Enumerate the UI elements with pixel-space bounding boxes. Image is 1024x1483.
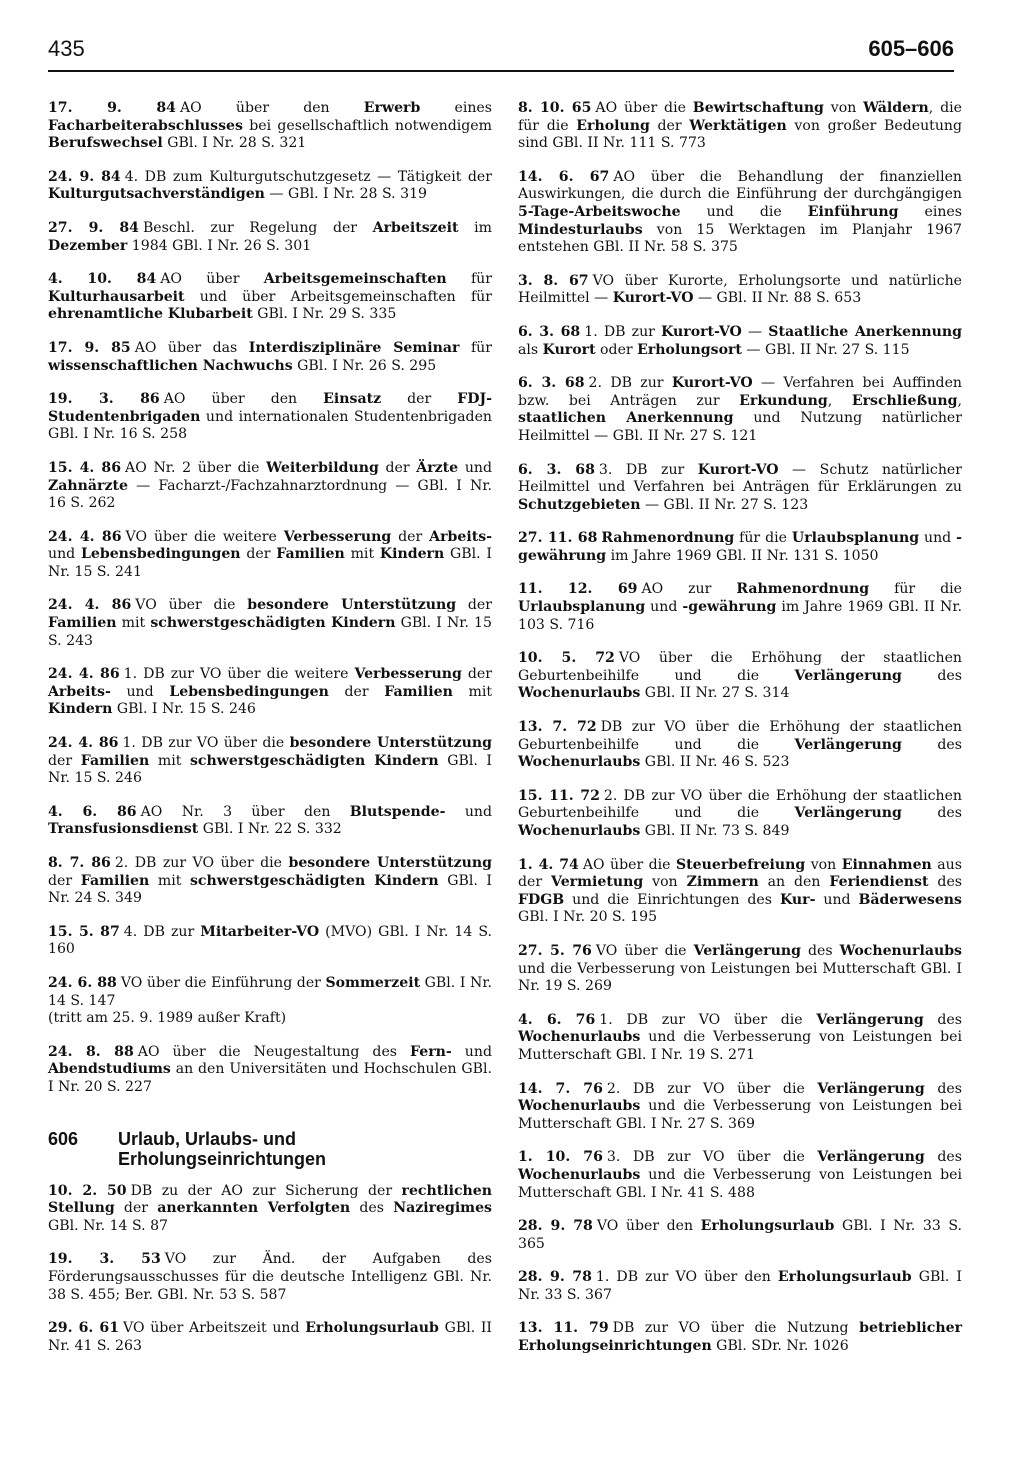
entry-date: 4. 6. 86: [48, 803, 137, 820]
entry-date: 24. 8. 88: [48, 1043, 134, 1060]
entry-date: 24. 6. 88: [48, 974, 117, 991]
legal-entry: [518, 169, 962, 257]
entry-text: AO über Arbeitsgemeinschaften für Kulturhausarbeit und über Arbeitsgemeinschaften für ehrenamtliche Klubarbeit GBl. I Nr. 29 S. 335: [48, 271, 492, 323]
entry-text: Beschl. zur Regelung der Arbeitszeit im Dezember 1984 GBl. I Nr. 26 S. 301: [48, 219, 492, 254]
entry-date: 6. 3. 68: [518, 323, 581, 340]
entry-date: 27. 11. 68: [518, 530, 598, 547]
entry-date: 13. 11. 79: [518, 1320, 609, 1337]
legal-entry: [48, 855, 492, 908]
entry-date: 24. 4. 86: [48, 597, 132, 614]
entry-text: AO über den Einsatz der FDJ-Studentenbrigaden und internationalen Studentenbrigaden GBl. I Nr. 16 S. 258: [48, 391, 492, 443]
entry-date: 28. 9. 78: [518, 1269, 592, 1286]
entry-date: 27. 9. 84: [48, 219, 139, 236]
entry-text: VO über Arbeitszeit und Erholungsurlaub GBl. II Nr. 41 S. 263: [48, 1320, 492, 1354]
legal-entry: [518, 273, 962, 308]
legal-entry: [48, 666, 492, 719]
legal-entry: [48, 391, 492, 444]
entry-text: 4. DB zum Kulturgutschutzgesetz — Tätigkeit der Kulturgutsachverständigen — GBl. I Nr. 28 S. 319: [48, 168, 492, 203]
section-title: Urlaub, Urlaubs- und Erholungseinrichtungen: [118, 1128, 327, 1169]
entry-text: 1. DB zur VO über die besondere Unterstützung der Familien mit schwerstgeschädigten Kindern GBl. I Nr. 15 S. 246: [48, 735, 492, 787]
entry-date: 24. 4. 86: [48, 528, 122, 545]
section-range: 605–606: [868, 36, 954, 61]
entry-date: 11. 12. 69: [518, 581, 638, 598]
entry-date: 28. 9. 78: [518, 1218, 593, 1235]
entry-date: 4. 10. 84: [48, 271, 157, 288]
entry-text: VO zur Änd. der Aufgaben des Förderungsausschusses für die deutsche Intelligenz GBl. Nr. 38 S. 455; Ber. GBl. Nr. 53 S. 587: [48, 1251, 492, 1303]
legal-entry: [48, 1044, 492, 1097]
legal-entry: [48, 1251, 492, 1304]
entry-date: 15. 11. 72: [518, 787, 600, 804]
legal-entry: [518, 857, 962, 927]
legal-entry: [48, 975, 492, 1028]
legal-entry: [48, 597, 492, 650]
legal-entry: [518, 719, 962, 772]
legal-entry: [48, 1183, 492, 1236]
entry-text: AO über die Neugestaltung des Fern- und Abendstudiums an den Universitäten und Hochschulen GBl. I Nr. 20 S. 227: [48, 1043, 492, 1095]
page-header: [48, 36, 954, 72]
legal-entry: [518, 650, 962, 703]
entry-date: 24. 9. 84: [48, 168, 121, 185]
entry-text: DB zur VO über die Erhöhung der staatlichen Geburtenbeihilfe und die Verlängerung des Wochenurlaubs GBl. II Nr. 46 S. 523: [518, 719, 963, 771]
legal-entry: [518, 1012, 962, 1065]
section-heading: [48, 1129, 492, 1169]
entry-text: 3. DB zur Kurort-VO — Schutz natürlicher Heilmittel und Verfahren bei Anträgen für Erklärungen zu Schutzgebieten — GBl. II Nr. 27 S. 123: [518, 461, 962, 513]
section-number: 606: [48, 1128, 79, 1149]
legal-entry: [518, 1269, 962, 1304]
entry-date: 3. 8. 67: [518, 272, 589, 289]
entry-list: [518, 100, 962, 1356]
entry-list: [48, 100, 492, 1097]
legal-entry: [48, 340, 492, 375]
legal-entry: [48, 804, 492, 839]
entry-list: [48, 1183, 492, 1356]
entry-date: 8. 7. 86: [48, 855, 111, 871]
entry-text: DB zur VO über die Nutzung betrieblicher Erholungseinrichtungen GBl. SDr. Nr. 1026: [518, 1320, 963, 1355]
legal-entry: [518, 530, 962, 565]
entry-text: 1. DB zur VO über den Erholungsurlaub GBl. I Nr. 33 S. 367: [518, 1269, 962, 1303]
entry-text: AO Nr. 3 über den Blutspende- und Transfusionsdienst GBl. I Nr. 22 S. 332: [48, 803, 493, 838]
legal-entry: [518, 788, 962, 841]
legal-entry: [518, 1218, 962, 1253]
entry-text: VO über die besondere Unterstützung der Familien mit schwerstgeschädigten Kindern GBl. I Nr. 15 S. 243: [48, 597, 492, 649]
entry-text: VO über die Erhöhung der staatlichen Geburtenbeihilfe und die Verlängerung des Wochenurlaubs GBl. II Nr. 27 S. 314: [518, 650, 963, 702]
entry-text: AO über das Interdisziplinäre Seminar für wissenschaftlichen Nachwuchs GBl. I Nr. 26 S. 295: [48, 339, 492, 374]
entry-date: 1. 10. 76: [518, 1149, 603, 1166]
entry-text: AO über die Behandlung der finanziellen Auswirkungen, die durch die Einführung der durchgängigen 5-Tage-Arbeitswoche und die Einführung eines Mindesturlaubs von 15 Werktagen im Planjahr 1967 entstehen GBl. II Nr. 58 S. 375: [518, 168, 962, 256]
legal-entry: [518, 1149, 962, 1202]
legal-entry: [48, 924, 492, 959]
legal-entry: [518, 324, 962, 359]
entry-text: 1. DB zur Kurort-VO — Staatliche Anerkennung als Kurort oder Erholungsort — GBl. II Nr. 27 S. 115: [518, 323, 962, 358]
legal-entry: [48, 1320, 492, 1355]
entry-date: 19. 3. 86: [48, 391, 160, 408]
entry-text: VO über den Erholungsurlaub GBl. I Nr. 33 S. 365: [518, 1218, 962, 1252]
legal-entry: [518, 462, 962, 515]
entry-text: VO über die Verlängerung des Wochenurlaubs und die Verbesserung von Leistungen bei Mutterschaft GBl. I Nr. 19 S. 269: [518, 942, 962, 995]
legal-entry: [518, 943, 962, 996]
entry-text: VO über Kurorte, Erholungsorte und natürliche Heilmittel — Kurort-VO — GBl. II Nr. 88 S. 653: [518, 272, 962, 307]
entry-date: 8. 10. 65: [518, 100, 592, 116]
entry-text: 2. DB zur VO über die Erhöhung der staatlichen Geburtenbeihilfe und die Verlängerung des Wochenurlaubs GBl. II Nr. 73 S. 849: [518, 787, 963, 839]
entry-text: Rahmenordnung für die Urlaubsplanung und -gewährung im Jahre 1969 GBl. II Nr. 131 S. 1050: [518, 530, 962, 564]
legal-entry: [48, 169, 492, 204]
left-column: [48, 100, 492, 1371]
entry-date: 10. 2. 50: [48, 1182, 127, 1199]
entry-text: 2. DB zur Kurort-VO — Verfahren bei Auffinden bzw. bei Anträgen zur Erkundung, Erschließung, staatlichen Anerkennung und Nutzung natürlicher Heilmittel — GBl. II Nr. 27 S. 121: [518, 375, 963, 444]
legal-entry: [48, 100, 492, 153]
entry-text: AO über die Bewirtschaftung von Wäldern, die für die Erholung der Werktätigen von großer Bedeutung sind GBl. II Nr. 111 S. 773: [518, 100, 962, 152]
entry-text: AO über die Steuerbefreiung von Einnahmen aus der Vermietung von Zimmern an den Feriendienst des FDGB und die Einrichtungen des Kur- und Bäderwesens GBl. I Nr. 20 S. 195: [518, 856, 963, 926]
entry-date: 24. 4. 86: [48, 735, 119, 752]
entry-text: AO Nr. 2 über die Weiterbildung der Ärzte und Zahnärzte — Facharzt-/Fachzahnarztordnung — GBl. I Nr. 16 S. 262: [48, 459, 492, 512]
entry-text: 2. DB zur VO über die Verlängerung des Wochenurlaubs und die Verbesserung von Leistungen bei Mutterschaft GBl. I Nr. 27 S. 369: [518, 1080, 962, 1132]
legal-entry: [518, 1081, 962, 1134]
entry-text: 4. DB zur Mitarbeiter-VO (MVO) GBl. I Nr. 14 S. 160: [48, 923, 492, 958]
entry-text: AO über den Erwerb eines Facharbeiterabschlusses bei gesellschaftlich notwendigem Berufswechsel GBl. I Nr. 28 S. 321: [48, 100, 492, 152]
legal-entry: [518, 100, 962, 153]
legal-entry: [48, 735, 492, 788]
entry-text: AO zur Rahmenordnung für die Urlaubsplanung und -gewährung im Jahre 1969 GBl. II Nr. 103 S. 716: [518, 581, 962, 633]
entry-date: 17. 9. 84: [48, 100, 176, 116]
entry-date: 6. 3. 68: [518, 461, 595, 478]
entry-text: DB zu der AO zur Sicherung der rechtlichen Stellung der anerkannten Verfolgten des Naziregimes GBl. Nr. 14 S. 87: [48, 1182, 492, 1234]
legal-entry: [518, 375, 962, 445]
page-number: 435: [48, 36, 85, 61]
legal-entry: [518, 1320, 962, 1355]
entry-date: 15. 4. 86: [48, 459, 122, 476]
entry-date: 19. 3. 53: [48, 1251, 161, 1268]
legal-entry: [48, 271, 492, 324]
entry-text: 2. DB zur VO über die besondere Unterstützung der Familien mit schwerstgeschädigten Kindern GBl. I Nr. 24 S. 349: [48, 855, 492, 907]
entry-date: 17. 9. 85: [48, 339, 131, 356]
entry-date: 29. 6. 61: [48, 1320, 120, 1337]
entry-date: 14. 6. 67: [518, 168, 610, 185]
entry-date: 1. 4. 74: [518, 856, 579, 873]
entry-date: 4. 6. 76: [518, 1011, 596, 1028]
legal-entry: [48, 220, 492, 255]
entry-date: 24. 4. 86: [48, 666, 120, 683]
entry-text: 1. DB zur VO über die weitere Verbesserung der Arbeits- und Lebensbedingungen der Familien mit Kindern GBl. I Nr. 15 S. 246: [48, 666, 493, 718]
entry-text: VO über die Einführung der Sommerzeit GBl. I Nr. 14 S. 147 (tritt am 25. 9. 1989 außer Kraft): [48, 974, 492, 1027]
entry-date: 27. 5. 76: [518, 942, 592, 959]
legal-entry: [48, 529, 492, 582]
entry-text: 3. DB zur VO über die Verlängerung des Wochenurlaubs und die Verbesserung von Leistungen bei Mutterschaft GBl. I Nr. 41 S. 488: [518, 1149, 962, 1201]
entry-text: 1. DB zur VO über die Verlängerung des Wochenurlaubs und die Verbesserung von Leistungen bei Mutterschaft GBl. I Nr. 19 S. 271: [518, 1011, 962, 1063]
legal-entry: [48, 460, 492, 513]
entry-date: 6. 3. 68: [518, 375, 585, 392]
entry-text: VO über die weitere Verbesserung der Arbeits- und Lebensbedingungen der Familien mit Kindern GBl. I Nr. 15 S. 241: [48, 528, 492, 580]
entry-date: 10. 5. 72: [518, 650, 615, 667]
entry-date: 14. 7. 76: [518, 1080, 603, 1097]
right-column: [518, 100, 962, 1372]
entry-date: 13. 7. 72: [518, 719, 597, 736]
entry-date: 15. 5. 87: [48, 923, 120, 940]
legal-entry: [518, 581, 962, 634]
